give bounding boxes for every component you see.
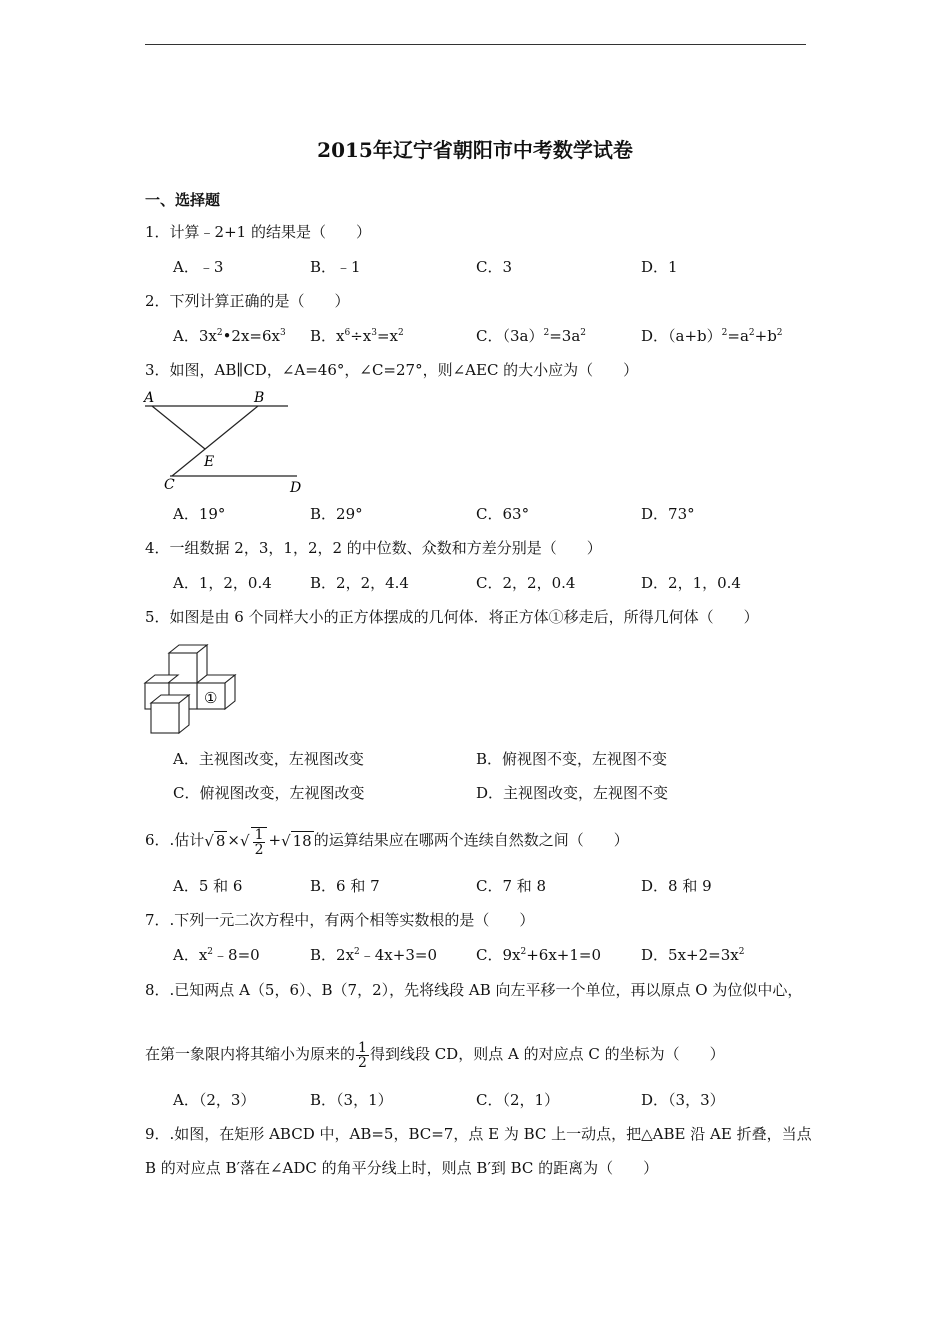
- question-2-option-c: C．$(3a)^2=3a^2$: [476, 327, 586, 345]
- question-9-line-2: B 的对应点 B′落在∠ADC 的角平分线上时，则点 B′到 BC 的距离为（ ）: [145, 1159, 659, 1177]
- question-3-option-b: B．29°: [310, 505, 363, 523]
- question-7-option-a: A．$x^2﹣8=0$: [173, 946, 260, 964]
- cube-stack-figure: [140, 640, 242, 736]
- question-6-stem: 6．.估计√ 8 ×√ $\frac{1}{2}$ +√ 18 的运算结果应在哪两个连续自然数之间（ ）: [145, 820, 629, 860]
- point-label-a: A: [144, 390, 155, 406]
- question-3-stem: 3．如图，AB∥CD，∠A=46°，∠C=27°，则∠AEC 的大小应为（ ）: [145, 361, 639, 379]
- sqrt-8: √ 8: [204, 832, 226, 850]
- question-8-line-1: 8．.已知两点 A（5，6）、B（7，2），先将线段 AB 向左平移一个单位，再以原点 O 为位似中心，: [145, 981, 803, 999]
- question-3-option-a: A．19°: [173, 505, 226, 523]
- question-7-option-d: D．$5x+2=3x^2$: [641, 946, 745, 964]
- question-3-option-c: C．63°: [476, 505, 530, 523]
- sqrt-18: √ 18: [281, 832, 312, 850]
- question-7-stem: 7．.下列一元二次方程中，有两个相等实数根的是（ ）: [145, 911, 535, 929]
- parallel-lines-figure: [140, 386, 310, 496]
- question-2-option-a: A．$3x^2•2x=6x^3$: [173, 327, 286, 345]
- point-label-e: E: [204, 454, 215, 470]
- question-1-option-c: C．3: [476, 258, 513, 276]
- header-rule: [145, 44, 806, 45]
- question-4-option-d: D．2，1，0.4: [641, 574, 741, 592]
- question-4-option-a: A．1，2，0.4: [173, 574, 272, 592]
- question-5-option-a: A．主视图改变，左视图改变: [173, 750, 364, 768]
- fraction-half: $\frac{1}{2}$: [358, 1039, 367, 1071]
- question-1-option-a: A．﹣3: [173, 258, 224, 276]
- question-2-option-d: D．$(a+b)^2=a^2+b^2$: [641, 327, 783, 345]
- question-6-option-d: D．8 和 9: [641, 877, 712, 895]
- question-2-option-b: B．$x^6\div x^3=x^2$: [310, 327, 404, 345]
- question-8-line-2: 在第一象限内将其缩小为原来的 $\frac{1}{2}$ 得到线段 CD，则点 A 的对应点 C 的坐标为（ ）: [145, 1039, 725, 1071]
- question-5-stem: 5．如图是由 6 个同样大小的正方体摆成的几何体．将正方体①移走后，所得几何体（ ）: [145, 608, 759, 626]
- question-6-option-c: C．7 和 8: [476, 877, 547, 895]
- question-1-option-d: D．1: [641, 258, 678, 276]
- segment-ae: [152, 406, 205, 449]
- sqrt-half: √ $\frac{1}{2}$: [240, 821, 268, 861]
- question-6-option-b: B．6 和 7: [310, 877, 380, 895]
- question-3-option-d: D．73°: [641, 505, 695, 523]
- segment-bc: [172, 406, 258, 476]
- question-5-option-b: B．俯视图不变，左视图不变: [476, 750, 668, 768]
- point-label-d: D: [290, 480, 302, 496]
- page-title: 2015年辽宁省朝阳市中考数学试卷: [317, 138, 633, 162]
- point-label-b: B: [254, 390, 265, 406]
- question-9-line-1: 9．.如图，在矩形 ABCD 中，AB=5，BC=7，点 E 为 BC 上一动点，把△ABE 沿 AE 折叠，当点: [145, 1125, 812, 1143]
- question-7-option-b: B．$2x^2﹣4x+3=0$: [310, 946, 437, 964]
- question-4-option-b: B．2，2，4.4: [310, 574, 409, 592]
- question-4-stem: 4．一组数据 2，3，1，2，2 的中位数、众数和方差分别是（ ）: [145, 539, 602, 557]
- question-8-option-a: A．（2，3）: [173, 1091, 256, 1109]
- question-8-option-d: D．（3，3）: [641, 1091, 725, 1109]
- section-heading: 一、选择题: [145, 191, 221, 209]
- question-1-option-b: B．﹣1: [310, 258, 361, 276]
- question-1-stem: 1．计算﹣2+1 的结果是（ ）: [145, 223, 371, 241]
- point-label-c: C: [164, 477, 175, 493]
- question-5-option-d: D．主视图改变，左视图不变: [476, 784, 669, 802]
- question-7-option-c: C．$9x^2+6x+1=0$: [476, 946, 602, 964]
- question-6-option-a: A．5 和 6: [173, 877, 243, 895]
- question-8-option-b: B．（3，1）: [310, 1091, 393, 1109]
- question-5-option-c: C．俯视图改变，左视图改变: [173, 784, 365, 802]
- question-2-stem: 2．下列计算正确的是（ ）: [145, 292, 350, 310]
- cube-label: ①: [204, 689, 218, 707]
- question-8-option-c: C．（2，1）: [476, 1091, 560, 1109]
- question-4-option-c: C．2，2，0.4: [476, 574, 576, 592]
